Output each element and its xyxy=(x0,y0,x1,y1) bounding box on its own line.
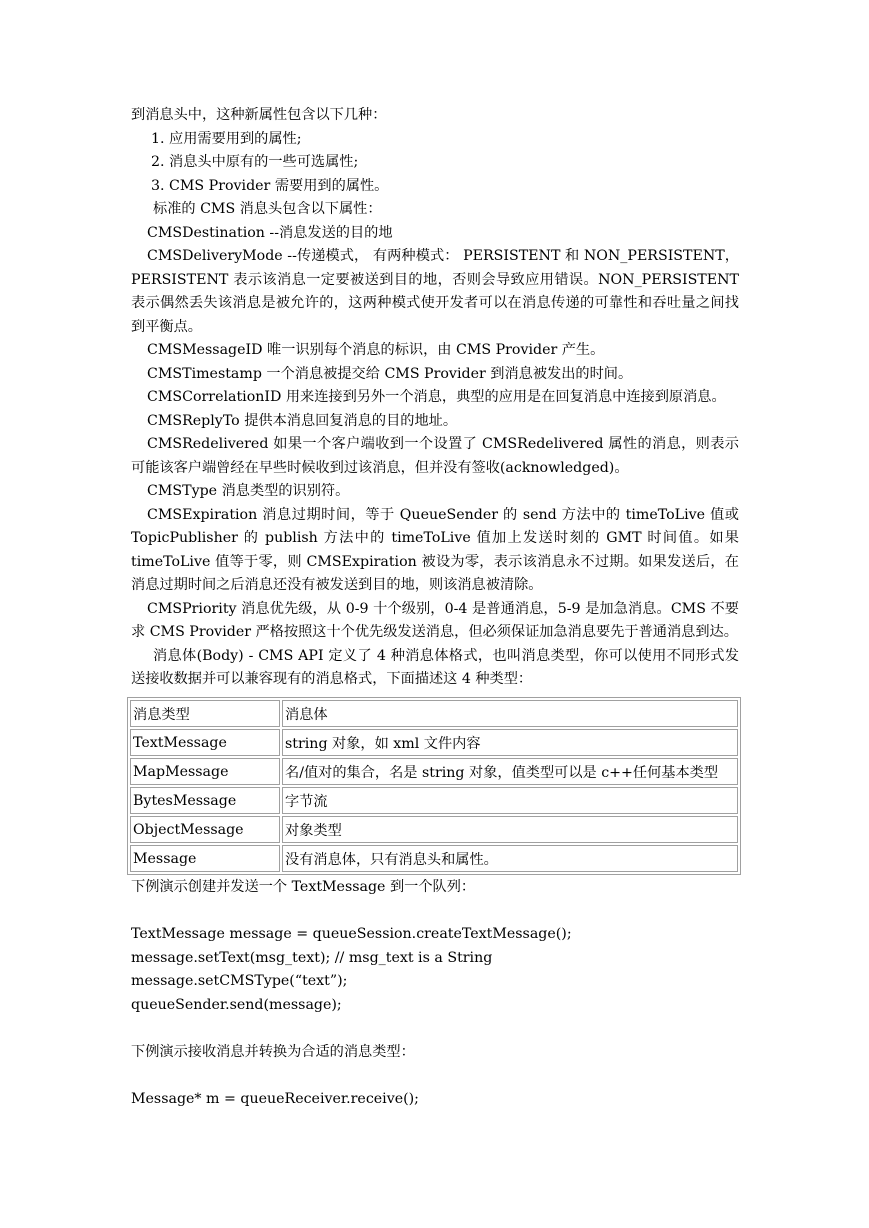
table-cell-body: 对象类型 xyxy=(282,816,738,843)
prop-cms-redelivered: CMSRedelivered 如果一个客户端收到一个设置了 CMSRedelivered 属性的消息，则表示可能该客户端曾经在早些时候收到过该消息，但并没有签收(acknowledged)。 xyxy=(131,436,739,476)
table-cell-type: BytesMessage xyxy=(130,787,280,814)
table-header-cell: 消息类型 xyxy=(130,700,280,727)
table-cell-body: 名/值对的集合，名是 string 对象，值类型可以是 c++任何基本类型 xyxy=(282,758,738,785)
receive-example-intro: 下例演示接收消息并转换为合适的消息类型： xyxy=(131,1043,415,1060)
code-line: TextMessage message = queueSession.createTextMessage(); xyxy=(131,926,572,942)
list-item-1: 1. 应用需要用到的属性; xyxy=(151,130,302,147)
prop-cms-message-id: CMSMessageID 唯一识别每个消息的标识，由 CMS Provider 产生。 xyxy=(147,342,605,358)
table-cell-body: string 对象，如 xml 文件内容 xyxy=(282,729,738,756)
prop-cms-timestamp: CMSTimestamp 一个消息被提交给 CMS Provider 到消息被发出的时间。 xyxy=(147,365,633,382)
table-header-cell: 消息体 xyxy=(282,700,738,727)
table-cell-body: 字节流 xyxy=(282,787,738,814)
prop-cms-destination: CMSDestination --消息发送的目的地 xyxy=(147,224,393,241)
std-header-intro: 标准的 CMS 消息头包含以下属性： xyxy=(153,201,382,217)
prop-cms-type: CMSType 消息类型的识别符。 xyxy=(147,483,350,499)
document-body xyxy=(131,104,739,692)
code-line: Message* m = queueReceiver.receive(); xyxy=(131,1090,419,1107)
blank-line xyxy=(131,900,739,924)
prop-cms-delivery-mode: CMSDeliveryMode --传递模式， 有两种模式： PERSISTENT 和 NON_PERSISTENT，PERSISTENT 表示该消息一定要被送到目的地，否则会导致应用错误。NON_PERSISTENT 表示偶然丢失该消息是被允许的，这两种模式使开发者可以在消息传递的可靠性和吞吐量之间找到平衡点。 xyxy=(131,248,739,335)
code-line: queueSender.send(message); xyxy=(131,996,342,1013)
table-cell-body: 没有消息体，只有消息头和属性。 xyxy=(282,845,738,872)
message-types-table xyxy=(127,697,741,875)
code-line: message.setCMSType(“text”); xyxy=(131,973,348,989)
prop-cms-reply-to: CMSReplyTo 提供本消息回复消息的目的地址。 xyxy=(147,412,458,429)
list-item-2: 2. 消息头中原有的一些可选属性; xyxy=(151,154,359,170)
table-header-row xyxy=(130,700,738,727)
examples-section xyxy=(131,876,739,1111)
table-row xyxy=(130,816,738,843)
table-cell-type: ObjectMessage xyxy=(130,816,280,843)
table-row xyxy=(130,758,738,785)
table-row xyxy=(130,787,738,814)
code-line: message.setText(msg_text); // msg_text is a String xyxy=(131,949,493,966)
blank-line xyxy=(131,1017,739,1041)
table-cell-type: TextMessage xyxy=(130,729,280,756)
send-example-intro: 下例演示创建并发送一个 TextMessage 到一个队列： xyxy=(131,879,476,895)
prop-cms-expiration: CMSExpiration 消息过期时间，等于 QueueSender 的 send 方法中的 timeToLive 值或 TopicPublisher 的 publish 方法中的 timeToLive 值加上发送时刻的 GMT 时间值。如果 timeToLive 值等于零，则 CMSExpiration 被设为零，表示该消息永不过期。如果发送后，在消息过期时间之后消息还没有被发送到目的地，则该消息被清除。 xyxy=(131,506,739,593)
prop-cms-priority: CMSPriority 消息优先级，从 0-9 十个级别，0-4 是普通消息，5-9 是加急消息。CMS 不要求 CMS Provider 严格按照这十个优先级发送消息，但必须保证加急消息要先于普通消息到达。 xyxy=(131,600,739,640)
intro-line: 到消息头中，这种新属性包含以下几种： xyxy=(131,107,387,123)
list-item-3: 3. CMS Provider 需要用到的属性。 xyxy=(151,177,389,194)
message-body-intro: 消息体(Body) - CMS API 定义了 4 种消息体格式，也叫消息类型，你可以使用不同形式发送接收数据并可以兼容现有的消息格式，下面描述这 4 种类型： xyxy=(131,647,739,687)
blank-line xyxy=(131,1064,739,1088)
table-cell-type: Message xyxy=(130,845,280,872)
table-row xyxy=(130,845,738,872)
table-cell-type: MapMessage xyxy=(130,758,280,785)
table-row xyxy=(130,729,738,756)
prop-cms-correlation-id: CMSCorrelationID 用来连接到另外一个消息，典型的应用是在回复消息中连接到原消息。 xyxy=(147,389,726,405)
